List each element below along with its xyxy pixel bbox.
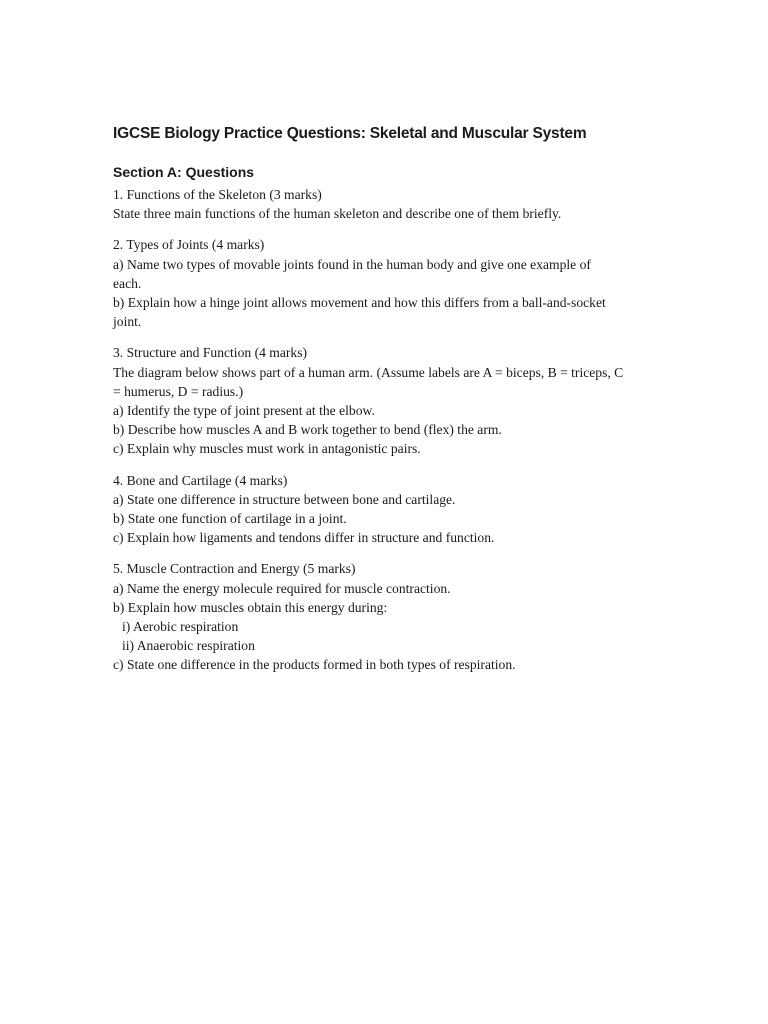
question-subpart: i) Aerobic respiration — [122, 619, 239, 635]
question-text: a) State one difference in structure between bone and cartilage. — [113, 491, 456, 507]
question-heading: 2. Types of Joints (4 marks) — [113, 237, 265, 253]
question-5 — [113, 559, 673, 674]
question-text: joint. — [113, 314, 142, 330]
question-heading: 4. Bone and Cartilage (4 marks) — [113, 472, 288, 488]
question-text: each. — [113, 275, 142, 291]
question-text: b) Describe how muscles A and B work together to bend (flex) the arm. — [113, 422, 502, 438]
question-2 — [113, 235, 673, 331]
question-text: b) Explain how muscles obtain this energy during: — [113, 599, 388, 615]
question-text: c) Explain how ligaments and tendons differ in structure and function. — [113, 530, 495, 546]
question-text: b) Explain how a hinge joint allows movement and how this differs from a ball-and-socket — [113, 295, 606, 311]
question-text: a) Name the energy molecule required for muscle contraction. — [113, 580, 451, 596]
question-4 — [113, 471, 673, 548]
question-3 — [113, 343, 673, 458]
question-heading: 3. Structure and Function (4 marks) — [113, 345, 308, 361]
question-text: State three main functions of the human skeleton and describe one of them briefly. — [113, 206, 562, 222]
question-text: = humerus, D = radius.) — [113, 383, 244, 399]
question-text: b) State one function of cartilage in a joint. — [113, 511, 347, 527]
question-heading: 5. Muscle Contraction and Energy (5 marks) — [113, 561, 356, 577]
question-text: a) Identify the type of joint present at the elbow. — [113, 403, 375, 419]
document-title: IGCSE Biology Practice Questions: Skeletal and Muscular System — [113, 125, 587, 142]
question-1 — [113, 185, 673, 223]
document-page — [113, 124, 673, 687]
question-subpart: ii) Anaerobic respiration — [122, 638, 255, 654]
section-heading: Section A: Questions — [113, 164, 255, 180]
question-text: c) State one difference in the products formed in both types of respiration. — [113, 657, 516, 673]
question-heading: 1. Functions of the Skeleton (3 marks) — [113, 187, 322, 202]
question-text: The diagram below shows part of a human arm. (Assume labels are A = biceps, B = triceps, C — [113, 364, 624, 380]
question-text: c) Explain why muscles must work in antagonistic pairs. — [113, 441, 421, 457]
question-text: a) Name two types of movable joints found in the human body and give one example of — [113, 256, 591, 272]
